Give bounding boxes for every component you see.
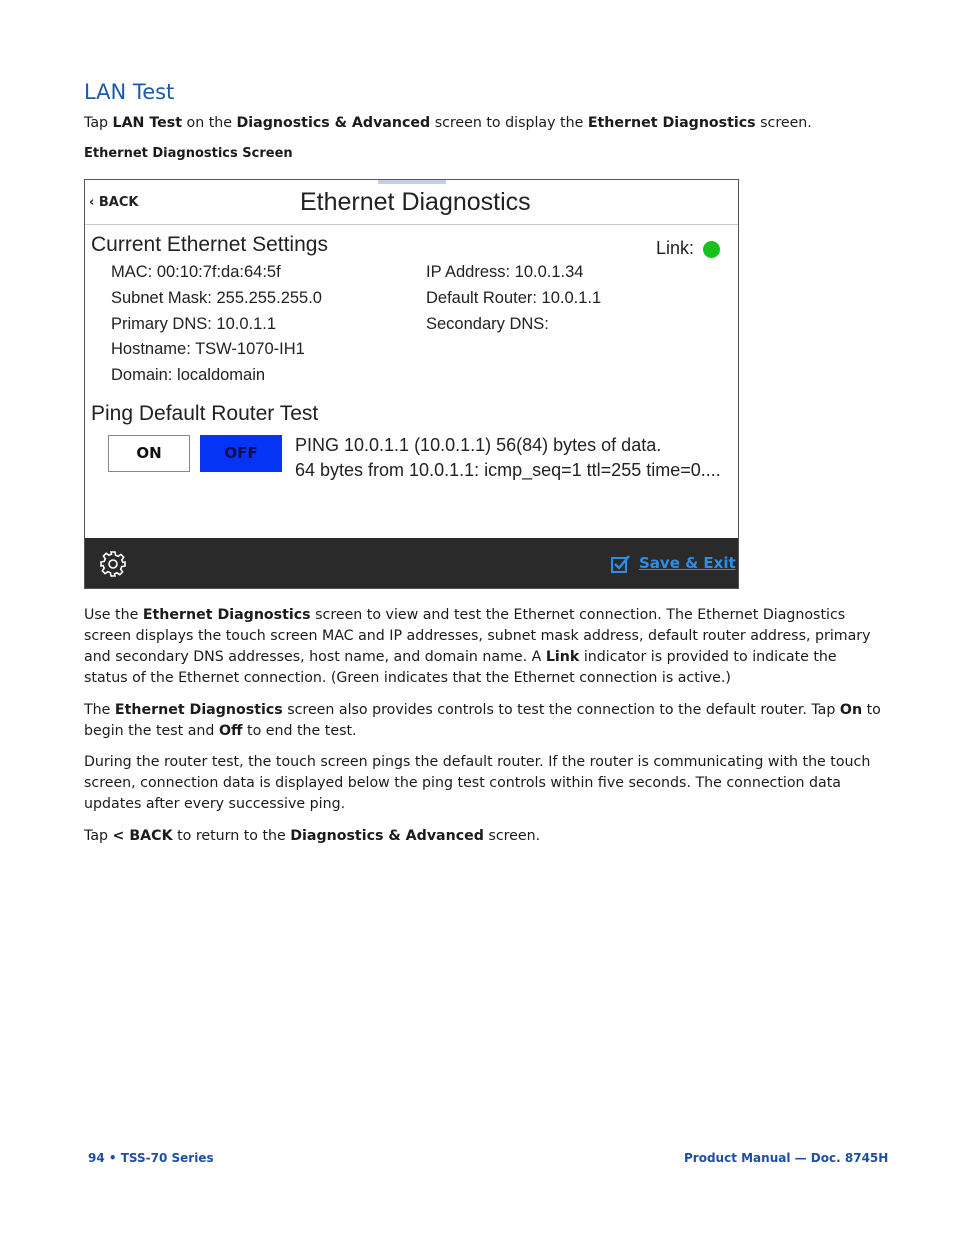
screen-title: Ethernet Diagnostics — [300, 188, 531, 216]
subnet-field: Subnet Mask: 255.255.255.0 — [111, 289, 322, 307]
ping-title: Ping Default Router Test — [91, 402, 319, 425]
back-button[interactable]: ‹ BACK — [89, 195, 139, 210]
on-button[interactable]: ON — [108, 435, 190, 472]
body-paragraph-3: During the router test, the touch screen pings the default router. If the router is communicating with the touch screen, connection data is displayed below the ping test controls within five seconds. The connection data updates after every successive ping. — [84, 754, 871, 812]
off-button[interactable]: OFF — [200, 435, 282, 472]
gear-icon[interactable] — [99, 550, 127, 578]
device-header — [85, 180, 738, 225]
section-title: LAN Test — [84, 80, 175, 104]
ping-output-line: 64 bytes from 10.0.1.1: icmp_seq=1 ttl=255 time=0.... — [295, 460, 721, 480]
ethernet-diagnostics-screenshot — [84, 179, 739, 589]
ping-output-line: PING 10.0.1.1 (10.0.1.1) 56(84) bytes of data. — [295, 435, 662, 455]
ip-address-field: IP Address: 10.0.1.34 — [426, 263, 584, 281]
mac-field: MAC: 00:10:7f:da:64:5f — [111, 263, 281, 281]
save-exit-button[interactable]: Save & Exit — [639, 554, 736, 572]
primary-dns-field: Primary DNS: 10.0.1.1 — [111, 315, 277, 333]
body-paragraph-1: Use the Ethernet Diagnostics screen to view and test the Ethernet connection. The Ethernet Diagnostics screen displays the touch screen MAC and IP addresses, subnet mask address, default router address, primary and secondary DNS addresses, host name, and domain name. A Link indicator is provided to indicate the status of the Ethernet connection. (Green indicates that the Ethernet connection is active.) — [84, 607, 871, 686]
link-status-icon — [703, 241, 720, 258]
body-paragraph-4: Tap < BACK to return to the Diagnostics & Advanced screen. — [84, 828, 541, 844]
checkbox-icon[interactable] — [611, 554, 631, 574]
secondary-dns-field: Secondary DNS: — [426, 315, 549, 333]
intro-paragraph: Tap LAN Test on the Diagnostics & Advanced screen to display the Ethernet Diagnostics screen. — [84, 115, 812, 131]
settings-title: Current Ethernet Settings — [91, 233, 328, 256]
body-paragraph-2: The Ethernet Diagnostics screen also provides controls to test the connection to the default router. Tap On to begin the test and Off to end the test. — [84, 702, 881, 739]
hostname-field: Hostname: TSW-1070-IH1 — [111, 340, 305, 358]
footer-page-number: 94 • TSS-70 Series — [88, 1151, 214, 1165]
device-footer — [85, 538, 738, 588]
footer-doc-id: Product Manual — Doc. 8745H — [684, 1151, 889, 1165]
link-label: Link: — [656, 238, 695, 258]
chevron-left-icon: ‹ — [89, 195, 95, 210]
domain-field: Domain: localdomain — [111, 366, 266, 384]
figure-caption: Ethernet Diagnostics Screen — [84, 146, 293, 161]
default-router-field: Default Router: 10.0.1.1 — [426, 289, 602, 307]
